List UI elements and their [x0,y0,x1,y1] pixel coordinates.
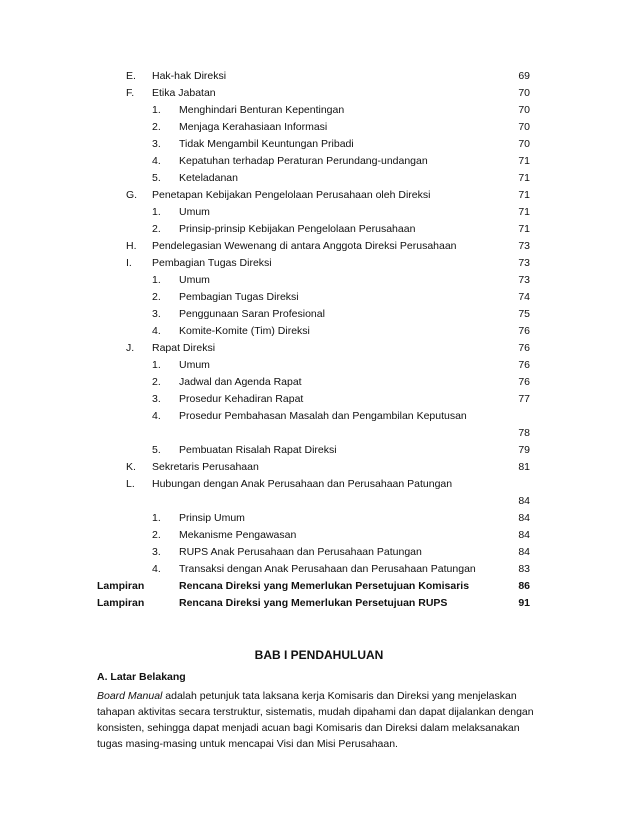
toc-page-number: 69 [518,70,530,82]
toc-letter: J. [126,342,135,354]
toc-page-number: 84 [518,495,530,507]
toc-label: Transaksi dengan Anak Perusahaan dan Perusahaan Patungan [179,563,476,575]
toc-number: 2. [152,121,161,133]
toc-label: Komite-Komite (Tim) Direksi [179,325,310,337]
toc-row [0,578,638,594]
toc-number: 2. [152,376,161,388]
toc-row [0,323,638,339]
toc-label: Pembagian Tugas Direksi [179,291,299,303]
toc-row [0,408,638,424]
toc-row [0,238,638,254]
toc-label: Sekretaris Perusahaan [152,461,259,473]
toc-row [0,221,638,237]
toc-label: Umum [179,206,210,218]
toc-row [0,561,638,577]
toc-label: Prosedur Kehadiran Rapat [179,393,304,405]
toc-page-number: 84 [518,512,530,524]
toc-letter: F. [126,87,135,99]
toc-number: 5. [152,444,161,456]
toc-page-number: 71 [518,155,530,167]
toc-page-number: 86 [518,580,530,592]
toc-row [0,374,638,390]
toc-number: 3. [152,308,161,320]
toc-label: Keteladanan [179,172,238,184]
toc-label: Pembagian Tugas Direksi [152,257,272,269]
toc-label: Pembuatan Risalah Rapat Direksi [179,444,337,456]
intro-paragraph [97,688,547,752]
toc-row [0,306,638,322]
toc-number: 2. [152,529,161,541]
toc-page-number: 84 [518,529,530,541]
toc-row [0,357,638,373]
toc-row [0,527,638,543]
toc-page-number: 73 [518,257,530,269]
toc-page-number: 71 [518,172,530,184]
section-title: A. Latar Belakang [97,671,186,683]
toc-number: 1. [152,512,161,524]
toc-label: Etika Jabatan [152,87,216,99]
toc-row [0,102,638,118]
toc-page-number: 70 [518,138,530,150]
toc-page-number: 84 [518,546,530,558]
toc-label: Prinsip-prinsip Kebijakan Pengelolaan Perusahaan [179,223,416,235]
toc-row [0,493,638,509]
toc-letter: K. [126,461,136,473]
toc-page-number: 81 [518,461,530,473]
toc-letter: L. [126,478,135,490]
toc-number: 1. [152,104,161,116]
toc-page-number: 71 [518,223,530,235]
toc-prefix: Lampiran [97,580,145,592]
toc-number: 2. [152,291,161,303]
toc-number: 3. [152,138,161,150]
intro-italic: Board Manual [97,690,163,702]
toc-page-number: 74 [518,291,530,303]
toc-label: Rencana Direksi yang Memerlukan Persetujuan Komisaris [179,580,470,592]
toc-row [0,136,638,152]
toc-row [0,595,638,611]
toc-page-number: 76 [518,376,530,388]
toc-page-number: 75 [518,308,530,320]
toc-row [0,153,638,169]
toc-page-number: 76 [518,342,530,354]
toc-page-number: 73 [518,240,530,252]
toc-page-number: 78 [518,427,530,439]
toc-row [0,272,638,288]
toc-number: 4. [152,410,161,422]
toc-label: Rencana Direksi yang Memerlukan Persetujuan RUPS [179,597,448,609]
toc-number: 1. [152,359,161,371]
toc-label: Pendelegasian Wewenang di antara Anggota Direksi Perusahaan [152,240,457,252]
toc-number: 4. [152,325,161,337]
toc-label: Menjaga Kerahasiaan Informasi [179,121,328,133]
toc-page-number: 91 [518,597,530,609]
toc-label: Mekanisme Pengawasan [179,529,297,541]
toc-label: Umum [179,274,210,286]
toc-page-number: 71 [518,206,530,218]
toc-label: Penetapan Kebijakan Pengelolaan Perusahaan oleh Direksi [152,189,431,201]
toc-row [0,119,638,135]
toc-number: 1. [152,274,161,286]
toc-row [0,289,638,305]
toc-row [0,68,638,84]
toc-row [0,442,638,458]
toc-letter: E. [126,70,136,82]
toc-label: Prosedur Pembahasan Masalah dan Pengambilan Keputusan [179,410,467,422]
intro-text: adalah petunjuk tata laksana kerja Komisaris dan Direksi yang menjelaskan tahapan aktivitas secara terstruktur, sistematis, mudah dipahami dan dapat dijalankan dengan konsisten, sehingga dapat menjadi acuan bagi Komisaris dan Direksi dalam melaksanakan tugas masing-masing untuk mencapai Visi dan Misi Perusahaan. [97,690,534,750]
toc-row [0,255,638,271]
toc-label: Penggunaan Saran Profesional [179,308,325,320]
toc-label: Umum [179,359,210,371]
toc-label: Prinsip Umum [179,512,245,524]
toc-label: Menghindari Benturan Kepentingan [179,104,345,116]
toc-prefix: Lampiran [97,597,145,609]
toc-page-number: 70 [518,121,530,133]
toc-page-number: 70 [518,104,530,116]
toc-label: Jadwal dan Agenda Rapat [179,376,302,388]
toc-row [0,425,638,441]
toc-letter: G. [126,189,138,201]
toc-row [0,340,638,356]
toc-label: RUPS Anak Perusahaan dan Perusahaan Patungan [179,546,422,558]
toc-page-number: 73 [518,274,530,286]
toc-row [0,204,638,220]
toc-number: 4. [152,563,161,575]
toc-letter: I. [126,257,132,269]
toc-label: Hak-hak Direksi [152,70,227,82]
toc-page-number: 79 [518,444,530,456]
toc-row [0,187,638,203]
toc-label: Tidak Mengambil Keuntungan Pribadi [179,138,354,150]
toc-page-number: 83 [518,563,530,575]
toc-number: 4. [152,155,161,167]
toc-page-number: 76 [518,325,530,337]
toc-number: 3. [152,546,161,558]
toc-letter: H. [126,240,137,252]
toc-page-number: 70 [518,87,530,99]
toc-page-number: 76 [518,359,530,371]
toc-number: 2. [152,223,161,235]
toc-row [0,391,638,407]
toc-row [0,459,638,475]
toc-number: 3. [152,393,161,405]
toc-row [0,544,638,560]
toc-label: Hubungan dengan Anak Perusahaan dan Perusahaan Patungan [152,478,453,490]
toc-page-number: 71 [518,189,530,201]
toc-row [0,85,638,101]
toc-label: Kepatuhan terhadap Peraturan Perundang-undangan [179,155,428,167]
toc-row [0,476,638,492]
toc-row [0,170,638,186]
chapter-title: BAB I PENDAHULUAN [254,648,384,662]
toc-label: Rapat Direksi [152,342,216,354]
toc-number: 1. [152,206,161,218]
toc-number: 5. [152,172,161,184]
toc-row [0,510,638,526]
toc-page-number: 77 [518,393,530,405]
